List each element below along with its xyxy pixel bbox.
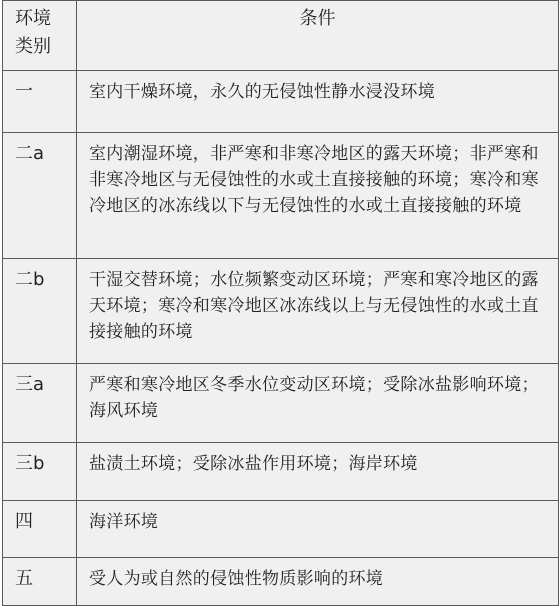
category-cell xyxy=(3,558,77,606)
category-label: 三a xyxy=(15,374,45,395)
condition-text: 室内干燥环境，永久的无侵蚀性静水浸没环境 xyxy=(89,82,435,102)
table-row xyxy=(3,133,559,259)
environment-category-table-container xyxy=(2,0,558,606)
category-cell xyxy=(3,133,77,259)
category-cell xyxy=(3,443,77,501)
table-row xyxy=(3,443,559,501)
environment-category-table xyxy=(2,0,559,606)
category-cell xyxy=(3,259,77,364)
condition-cell xyxy=(77,364,559,443)
condition-text: 海洋环境 xyxy=(89,512,159,532)
category-cell xyxy=(3,71,77,133)
table-row xyxy=(3,501,559,558)
condition-text: 严寒和寒冷地区冬季水位变动区环境；受除冰盐影响环境；海风环境 xyxy=(89,375,539,421)
table-row xyxy=(3,364,559,443)
category-cell xyxy=(3,364,77,443)
header-category-label: 环境 类别 xyxy=(15,8,51,57)
category-label: 二b xyxy=(15,269,45,290)
table-row xyxy=(3,71,559,133)
condition-cell xyxy=(77,558,559,606)
condition-cell xyxy=(77,133,559,259)
header-category-cell xyxy=(3,1,77,71)
category-label: 五 xyxy=(15,568,33,589)
category-cell xyxy=(3,501,77,558)
condition-text: 室内潮湿环境，非严寒和非寒冷地区的露天环境；非严寒和非寒冷地区与无侵蚀性的水或土直接接触的环境；寒冷和寒冷地区的冰冻线以下与无侵蚀性的水或土直接接触的环境 xyxy=(89,144,539,216)
category-label: 一 xyxy=(15,81,33,102)
condition-text: 干湿交替环境；水位频繁变动区环境；严寒和寒冷地区的露天环境；寒冷和寒冷地区冰冻线以上与无侵蚀性的水或土直接接触的环境 xyxy=(89,270,539,342)
category-label: 三b xyxy=(15,453,45,474)
condition-text: 受人为或自然的侵蚀性物质影响的环境 xyxy=(89,569,384,589)
category-label: 二a xyxy=(15,143,45,164)
condition-cell xyxy=(77,501,559,558)
condition-text: 盐渍土环境；受除冰盐作用环境；海岸环境 xyxy=(89,454,418,474)
table-row xyxy=(3,558,559,606)
condition-cell xyxy=(77,443,559,501)
condition-cell xyxy=(77,259,559,364)
category-label: 四 xyxy=(15,511,33,532)
table-header-row xyxy=(3,1,559,71)
condition-cell xyxy=(77,71,559,133)
header-condition-label: 条件 xyxy=(299,8,336,29)
header-condition-cell xyxy=(77,1,559,71)
table-row xyxy=(3,259,559,364)
